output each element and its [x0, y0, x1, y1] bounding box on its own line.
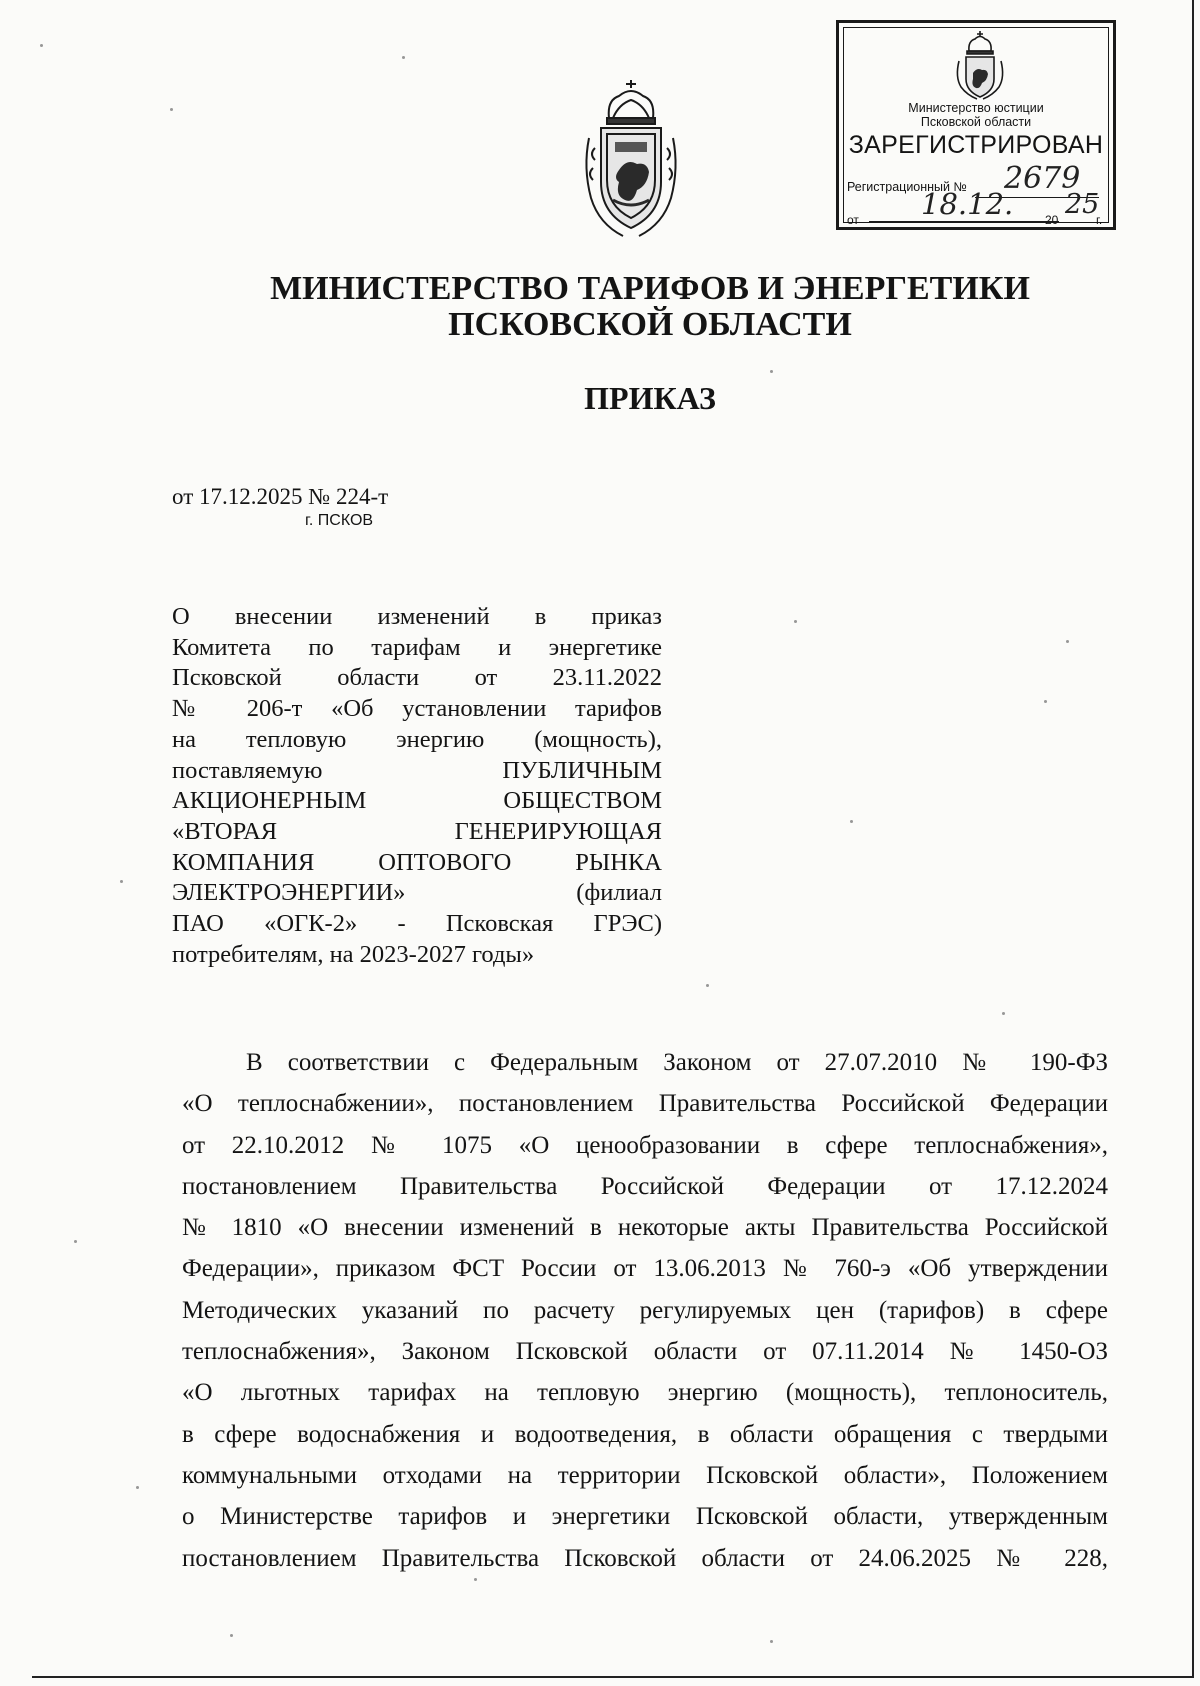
body-line: «О льготных тарифах на тепловую энергию (мощность), теплоноситель,: [182, 1379, 1108, 1407]
ministry-title-line1: МИНИСТЕРСТВО ТАРИФОВ И ЭНЕРГЕТИКИ: [270, 270, 1030, 307]
body-line: теплоснабжения», Законом Псковской области от 07.11.2014 № 1450-ОЗ: [182, 1338, 1108, 1366]
subject-line: АКЦИОНЕРНЫМ ОБЩЕСТВОМ: [172, 787, 662, 815]
subject-line: поставляемую ПУБЛИЧНЫМ: [172, 756, 662, 784]
scan-speck: [40, 44, 43, 47]
subject-line: Псковской области от 23.11.2022: [172, 664, 662, 692]
body-line: «О теплоснабжении», постановлением Правительства Российской Федерации: [182, 1090, 1108, 1118]
subject-line: ЭЛЕКТРОЭНЕРГИИ» (филиал: [172, 879, 662, 907]
stamp-date-value: 18.12.: [921, 187, 1014, 221]
body-line: № 1810 «О внесении изменений в некоторые акты Правительства Российской: [182, 1214, 1108, 1242]
subject-line: О внесении изменений в приказ: [172, 603, 662, 630]
order-subject: [172, 602, 662, 970]
registration-stamp: [836, 20, 1116, 230]
subject-line: ПАО «ОГК-2» - Псковская ГРЭС): [172, 910, 662, 938]
order-date-number: от 17.12.2025 № 224-т: [172, 484, 389, 509]
scan-speck: [74, 1240, 77, 1243]
ministry-title-line2: ПСКОВСКОЙ ОБЛАСТИ: [448, 306, 852, 343]
stamp-year-value: 25: [1065, 189, 1100, 220]
body-line: постановлением Правительства Псковской области от 24.06.2025 № 228,: [182, 1544, 1108, 1572]
scan-speck: [1044, 700, 1047, 703]
scan-speck: [230, 1634, 233, 1637]
body-line: В соответствии с Федеральным Законом от 27.07.2010 № 190-ФЗ: [246, 1049, 1108, 1076]
stamp-date-prefix: от: [847, 213, 859, 227]
stamp-status: ЗАРЕГИСТРИРОВАН: [848, 131, 1104, 159]
stamp-emblem-icon: [953, 29, 1007, 101]
body-line: Методических указаний по расчету регулируемых цен (тарифов) в сфере: [182, 1296, 1108, 1324]
scan-speck: [794, 620, 797, 623]
scan-speck: [136, 1486, 139, 1489]
preamble-paragraph: [182, 1042, 1108, 1579]
body-line: от 22.10.2012 № 1075 «О ценообразовании в сфере теплоснабжения»,: [182, 1131, 1108, 1159]
scan-speck: [120, 880, 123, 883]
subject-line: на тепловую энергию (мощность),: [172, 725, 662, 753]
scan-speck: [770, 370, 773, 373]
document-type-title: ПРИКАЗ: [584, 380, 716, 416]
scan-speck: [170, 108, 173, 111]
body-line: постановлением Правительства Российской Федерации от 17.12.2024: [182, 1172, 1108, 1200]
scan-speck: [402, 56, 405, 59]
scan-speck: [770, 1640, 773, 1643]
subject-line: потребителям, на 2023-2027 годы»: [172, 940, 535, 968]
stamp-year-suffix: г.: [1096, 213, 1103, 227]
stamp-reg-number-label: Регистрационный №: [847, 180, 967, 194]
stamp-org-line1: Министерство юстиции: [908, 101, 1044, 115]
stamp-year-prefix: 20: [1045, 213, 1059, 227]
subject-line: КОМПАНИЯ ОПТОВОГО РЫНКА: [172, 848, 662, 876]
scan-speck: [1066, 640, 1069, 643]
subject-line: «ВТОРАЯ ГЕНЕРИРУЮЩАЯ: [172, 817, 662, 845]
body-line: в сфере водоснабжения и водоотведения, в области обращения с твердыми: [182, 1420, 1108, 1448]
scan-speck: [706, 984, 709, 987]
body-line: Федерации», приказом ФСТ России от 13.06.2013 № 760-э «Об утверждении: [182, 1255, 1108, 1283]
subject-line: № 206-т «Об установлении тарифов: [172, 695, 662, 723]
order-city: г. ПСКОВ: [305, 512, 374, 529]
stamp-reg-number: 2679: [1004, 161, 1081, 196]
body-line: о Министерстве тарифов и энергетики Псковской области, утвержденным: [182, 1503, 1108, 1531]
body-line: коммунальными отходами на территории Псковской области», Положением: [182, 1461, 1108, 1489]
stamp-org-line2: Псковской области: [920, 115, 1032, 129]
scan-speck: [1002, 1012, 1005, 1015]
scan-speck: [850, 820, 853, 823]
coat-of-arms-emblem: [579, 78, 683, 240]
stamp-date-line: [869, 221, 1059, 222]
subject-line: Комитета по тарифам и энергетике: [172, 633, 662, 661]
